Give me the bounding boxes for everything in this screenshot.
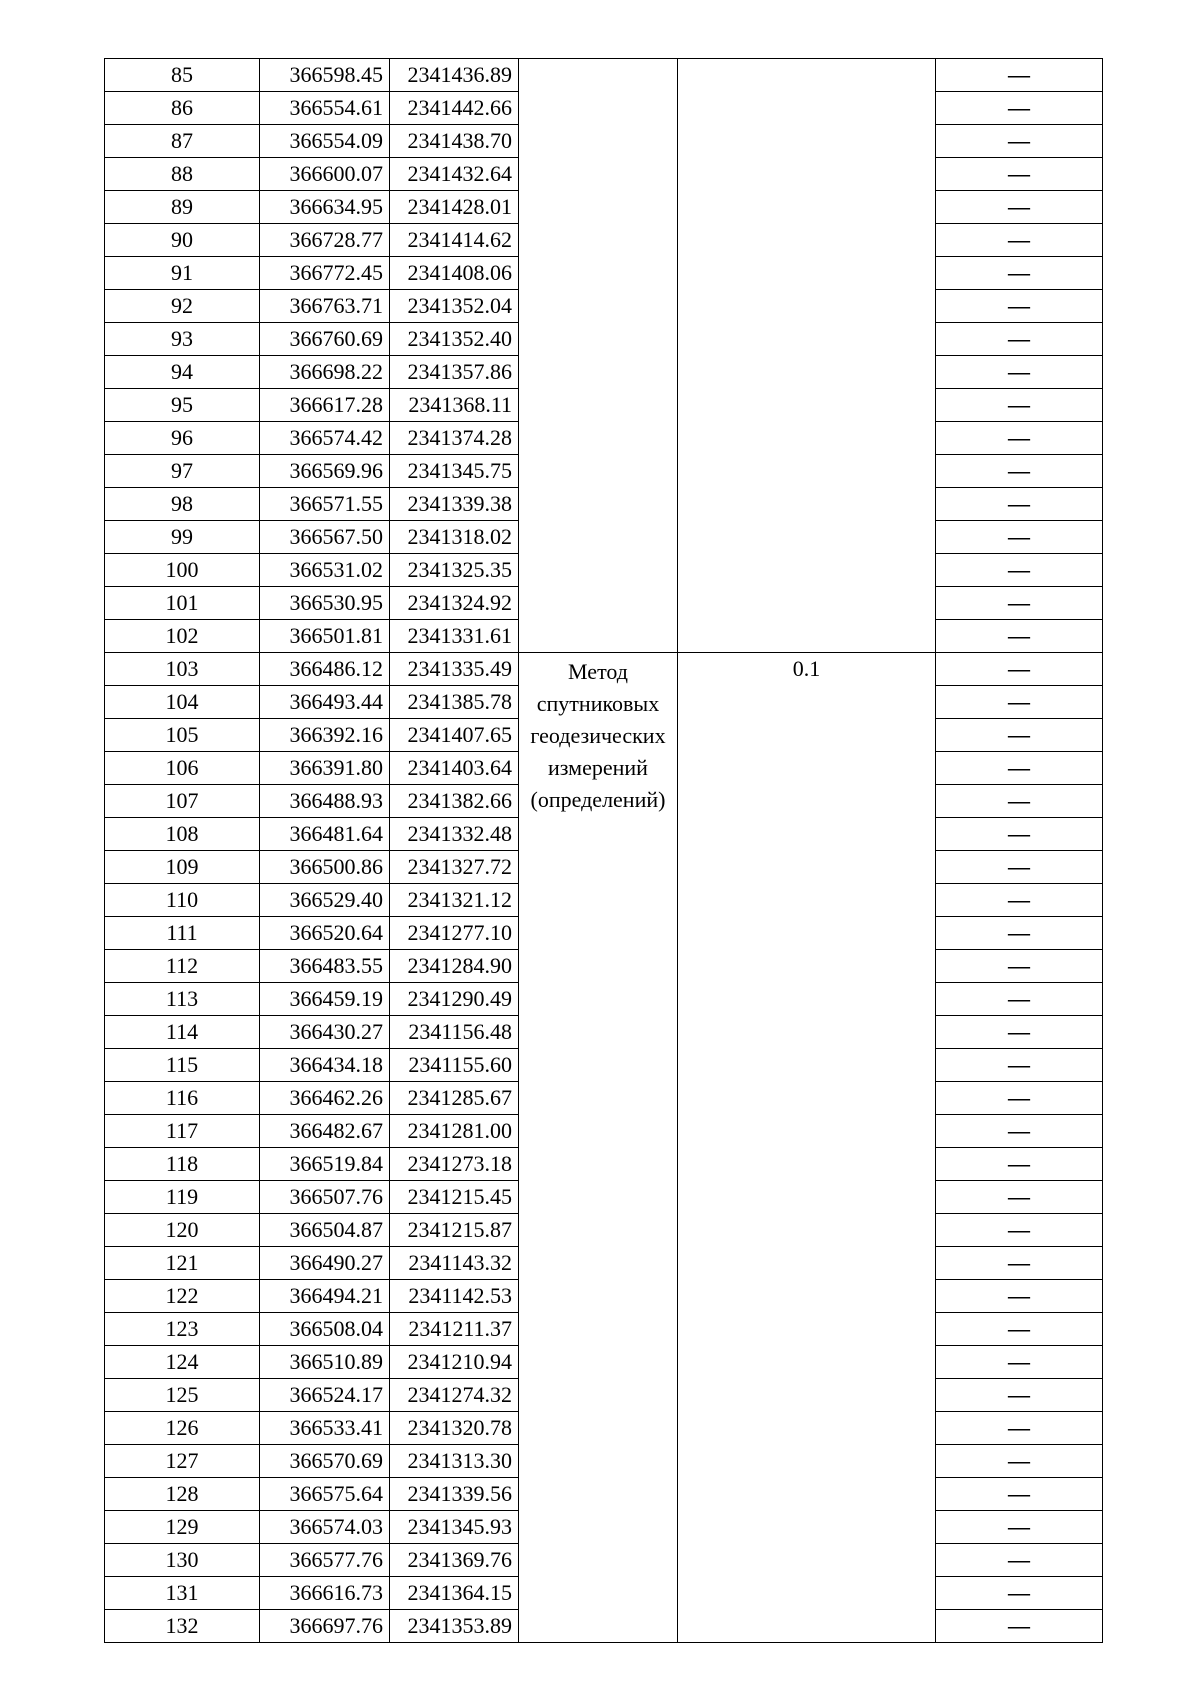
method-line: Метод: [568, 659, 628, 684]
accuracy-value: 0.1: [678, 653, 936, 1643]
measurement-method: [519, 653, 678, 1643]
coordinate-x: 366481.64: [260, 818, 390, 851]
point-number: 110: [105, 884, 260, 917]
coordinate-x: 366760.69: [260, 323, 390, 356]
point-description: —: [936, 1016, 1103, 1049]
coordinate-x: 366616.73: [260, 1577, 390, 1610]
point-description: —: [936, 158, 1103, 191]
coordinate-x: 366697.76: [260, 1610, 390, 1643]
coordinate-x: 366574.42: [260, 422, 390, 455]
coordinate-y: 2341324.92: [390, 587, 519, 620]
coordinate-y: 2341438.70: [390, 125, 519, 158]
point-description: —: [936, 59, 1103, 92]
coordinate-y: 2341211.37: [390, 1313, 519, 1346]
coordinate-y: 2341331.61: [390, 620, 519, 653]
point-number: 96: [105, 422, 260, 455]
point-number: 131: [105, 1577, 260, 1610]
coordinate-x: 366728.77: [260, 224, 390, 257]
point-number: 132: [105, 1610, 260, 1643]
coordinate-y: 2341143.32: [390, 1247, 519, 1280]
coordinate-y: 2341369.76: [390, 1544, 519, 1577]
coordinate-x: 366617.28: [260, 389, 390, 422]
coordinate-x: 366508.04: [260, 1313, 390, 1346]
coordinate-y: 2341210.94: [390, 1346, 519, 1379]
point-description: —: [936, 1478, 1103, 1511]
coordinate-x: 366772.45: [260, 257, 390, 290]
coordinate-y: 2341320.78: [390, 1412, 519, 1445]
point-description: —: [936, 323, 1103, 356]
method-line: измерений: [548, 755, 648, 780]
coordinate-x: 366520.64: [260, 917, 390, 950]
coordinate-x: 366392.16: [260, 719, 390, 752]
point-number: 108: [105, 818, 260, 851]
point-number: 129: [105, 1511, 260, 1544]
coordinate-x: 366524.17: [260, 1379, 390, 1412]
coordinate-x: 366490.27: [260, 1247, 390, 1280]
point-number: 106: [105, 752, 260, 785]
point-description: —: [936, 719, 1103, 752]
point-number: 109: [105, 851, 260, 884]
point-description: —: [936, 1379, 1103, 1412]
coordinate-x: 366570.69: [260, 1445, 390, 1478]
coordinate-x: 366598.45: [260, 59, 390, 92]
method-line: спутниковых: [536, 691, 660, 716]
coordinate-x: 366519.84: [260, 1148, 390, 1181]
point-description: —: [936, 1148, 1103, 1181]
point-description: —: [936, 1346, 1103, 1379]
point-description: —: [936, 587, 1103, 620]
point-number: 112: [105, 950, 260, 983]
coordinate-y: 2341368.11: [390, 389, 519, 422]
coordinate-x: 366577.76: [260, 1544, 390, 1577]
point-description: —: [936, 851, 1103, 884]
coordinate-y: 2341327.72: [390, 851, 519, 884]
coordinate-x: 366483.55: [260, 950, 390, 983]
coordinate-y: 2341407.65: [390, 719, 519, 752]
coordinate-y: 2341290.49: [390, 983, 519, 1016]
point-number: 92: [105, 290, 260, 323]
coordinate-x: 366504.87: [260, 1214, 390, 1247]
point-description: —: [936, 554, 1103, 587]
point-description: —: [936, 1313, 1103, 1346]
coordinate-y: 2341335.49: [390, 653, 519, 686]
coordinate-y: 2341357.86: [390, 356, 519, 389]
point-number: 122: [105, 1280, 260, 1313]
point-number: 101: [105, 587, 260, 620]
coordinate-x: 366567.50: [260, 521, 390, 554]
point-number: 90: [105, 224, 260, 257]
point-description: —: [936, 686, 1103, 719]
coordinate-y: 2341285.67: [390, 1082, 519, 1115]
coordinates-table: [104, 58, 1103, 1643]
point-number: 115: [105, 1049, 260, 1082]
point-description: —: [936, 92, 1103, 125]
point-number: 87: [105, 125, 260, 158]
point-number: 121: [105, 1247, 260, 1280]
table-row: [105, 653, 1103, 686]
coordinate-x: 366600.07: [260, 158, 390, 191]
point-number: 93: [105, 323, 260, 356]
coordinate-x: 366530.95: [260, 587, 390, 620]
point-number: 94: [105, 356, 260, 389]
point-description: —: [936, 785, 1103, 818]
coordinate-x: 366533.41: [260, 1412, 390, 1445]
point-number: 119: [105, 1181, 260, 1214]
point-number: 118: [105, 1148, 260, 1181]
point-description: —: [936, 1280, 1103, 1313]
coordinates-table-body: [105, 59, 1103, 1643]
coordinate-y: 2341142.53: [390, 1280, 519, 1313]
coordinate-y: 2341432.64: [390, 158, 519, 191]
coordinate-x: 366430.27: [260, 1016, 390, 1049]
point-description: —: [936, 1412, 1103, 1445]
point-number: 104: [105, 686, 260, 719]
point-description: —: [936, 1082, 1103, 1115]
coordinate-x: 366488.93: [260, 785, 390, 818]
coordinate-y: 2341403.64: [390, 752, 519, 785]
coordinate-x: 366529.40: [260, 884, 390, 917]
point-description: —: [936, 818, 1103, 851]
coordinate-x: 366531.02: [260, 554, 390, 587]
table-row: [105, 59, 1103, 92]
point-description: —: [936, 389, 1103, 422]
point-description: —: [936, 422, 1103, 455]
point-number: 99: [105, 521, 260, 554]
point-number: 105: [105, 719, 260, 752]
point-number: 103: [105, 653, 260, 686]
coordinate-y: 2341442.66: [390, 92, 519, 125]
point-description: —: [936, 917, 1103, 950]
coordinate-y: 2341382.66: [390, 785, 519, 818]
point-description: —: [936, 620, 1103, 653]
point-description: —: [936, 884, 1103, 917]
coordinate-y: 2341352.40: [390, 323, 519, 356]
coordinate-y: 2341408.06: [390, 257, 519, 290]
coordinate-x: 366482.67: [260, 1115, 390, 1148]
coordinate-x: 366501.81: [260, 620, 390, 653]
coordinate-y: 2341428.01: [390, 191, 519, 224]
point-number: 100: [105, 554, 260, 587]
point-description: —: [936, 1511, 1103, 1544]
point-number: 116: [105, 1082, 260, 1115]
coordinate-y: 2341215.45: [390, 1181, 519, 1214]
coordinate-y: 2341352.04: [390, 290, 519, 323]
point-description: —: [936, 1544, 1103, 1577]
point-number: 88: [105, 158, 260, 191]
point-number: 98: [105, 488, 260, 521]
coordinate-y: 2341345.75: [390, 455, 519, 488]
point-description: —: [936, 356, 1103, 389]
coordinate-x: 366554.09: [260, 125, 390, 158]
point-number: 124: [105, 1346, 260, 1379]
point-description: —: [936, 1181, 1103, 1214]
coordinate-x: 366575.64: [260, 1478, 390, 1511]
point-description: —: [936, 521, 1103, 554]
coordinate-y: 2341414.62: [390, 224, 519, 257]
point-number: 107: [105, 785, 260, 818]
coordinate-x: 366763.71: [260, 290, 390, 323]
point-description: —: [936, 1115, 1103, 1148]
coordinate-y: 2341281.00: [390, 1115, 519, 1148]
point-description: —: [936, 983, 1103, 1016]
point-number: 97: [105, 455, 260, 488]
point-number: 89: [105, 191, 260, 224]
coordinate-x: 366698.22: [260, 356, 390, 389]
coordinate-y: 2341332.48: [390, 818, 519, 851]
point-description: —: [936, 488, 1103, 521]
point-description: —: [936, 752, 1103, 785]
coordinate-y: 2341321.12: [390, 884, 519, 917]
coordinate-y: 2341277.10: [390, 917, 519, 950]
coordinate-x: 366459.19: [260, 983, 390, 1016]
point-description: —: [936, 1049, 1103, 1082]
point-description: —: [936, 1577, 1103, 1610]
coordinate-x: 366494.21: [260, 1280, 390, 1313]
point-number: 120: [105, 1214, 260, 1247]
coordinate-y: 2341156.48: [390, 1016, 519, 1049]
coordinate-x: 366486.12: [260, 653, 390, 686]
point-number: 125: [105, 1379, 260, 1412]
coordinate-y: 2341215.87: [390, 1214, 519, 1247]
coordinate-x: 366391.80: [260, 752, 390, 785]
point-description: —: [936, 191, 1103, 224]
method-cell-empty: [519, 59, 678, 653]
point-description: —: [936, 257, 1103, 290]
point-description: —: [936, 125, 1103, 158]
coordinate-x: 366500.86: [260, 851, 390, 884]
coordinate-x: 366510.89: [260, 1346, 390, 1379]
point-number: 114: [105, 1016, 260, 1049]
coordinate-y: 2341284.90: [390, 950, 519, 983]
coordinate-y: 2341345.93: [390, 1511, 519, 1544]
coordinate-y: 2341155.60: [390, 1049, 519, 1082]
method-line: (определений): [530, 787, 666, 812]
point-number: 85: [105, 59, 260, 92]
coordinate-x: 366554.61: [260, 92, 390, 125]
coordinate-y: 2341364.15: [390, 1577, 519, 1610]
coordinate-x: 366507.76: [260, 1181, 390, 1214]
coordinate-x: 366634.95: [260, 191, 390, 224]
coordinate-y: 2341318.02: [390, 521, 519, 554]
coordinate-x: 366569.96: [260, 455, 390, 488]
point-description: —: [936, 1247, 1103, 1280]
point-number: 127: [105, 1445, 260, 1478]
point-description: —: [936, 653, 1103, 686]
point-number: 91: [105, 257, 260, 290]
point-number: 102: [105, 620, 260, 653]
point-description: —: [936, 950, 1103, 983]
method-line: геодезических: [530, 723, 666, 748]
coordinate-y: 2341313.30: [390, 1445, 519, 1478]
coordinate-y: 2341353.89: [390, 1610, 519, 1643]
point-number: 117: [105, 1115, 260, 1148]
point-description: —: [936, 290, 1103, 323]
point-number: 128: [105, 1478, 260, 1511]
coordinate-x: 366493.44: [260, 686, 390, 719]
point-description: —: [936, 455, 1103, 488]
point-number: 126: [105, 1412, 260, 1445]
point-number: 130: [105, 1544, 260, 1577]
point-number: 95: [105, 389, 260, 422]
coordinate-y: 2341339.56: [390, 1478, 519, 1511]
coordinate-x: 366434.18: [260, 1049, 390, 1082]
point-description: —: [936, 224, 1103, 257]
coordinate-x: 366462.26: [260, 1082, 390, 1115]
point-number: 123: [105, 1313, 260, 1346]
coordinate-y: 2341436.89: [390, 59, 519, 92]
point-number: 113: [105, 983, 260, 1016]
point-description: —: [936, 1445, 1103, 1478]
accuracy-cell-empty: [678, 59, 936, 653]
point-description: —: [936, 1610, 1103, 1643]
point-number: 86: [105, 92, 260, 125]
coordinate-y: 2341339.38: [390, 488, 519, 521]
coordinate-y: 2341374.28: [390, 422, 519, 455]
coordinate-x: 366571.55: [260, 488, 390, 521]
coordinate-y: 2341274.32: [390, 1379, 519, 1412]
coordinate-y: 2341385.78: [390, 686, 519, 719]
coordinate-x: 366574.03: [260, 1511, 390, 1544]
coordinate-y: 2341273.18: [390, 1148, 519, 1181]
point-description: —: [936, 1214, 1103, 1247]
point-number: 111: [105, 917, 260, 950]
coordinate-y: 2341325.35: [390, 554, 519, 587]
